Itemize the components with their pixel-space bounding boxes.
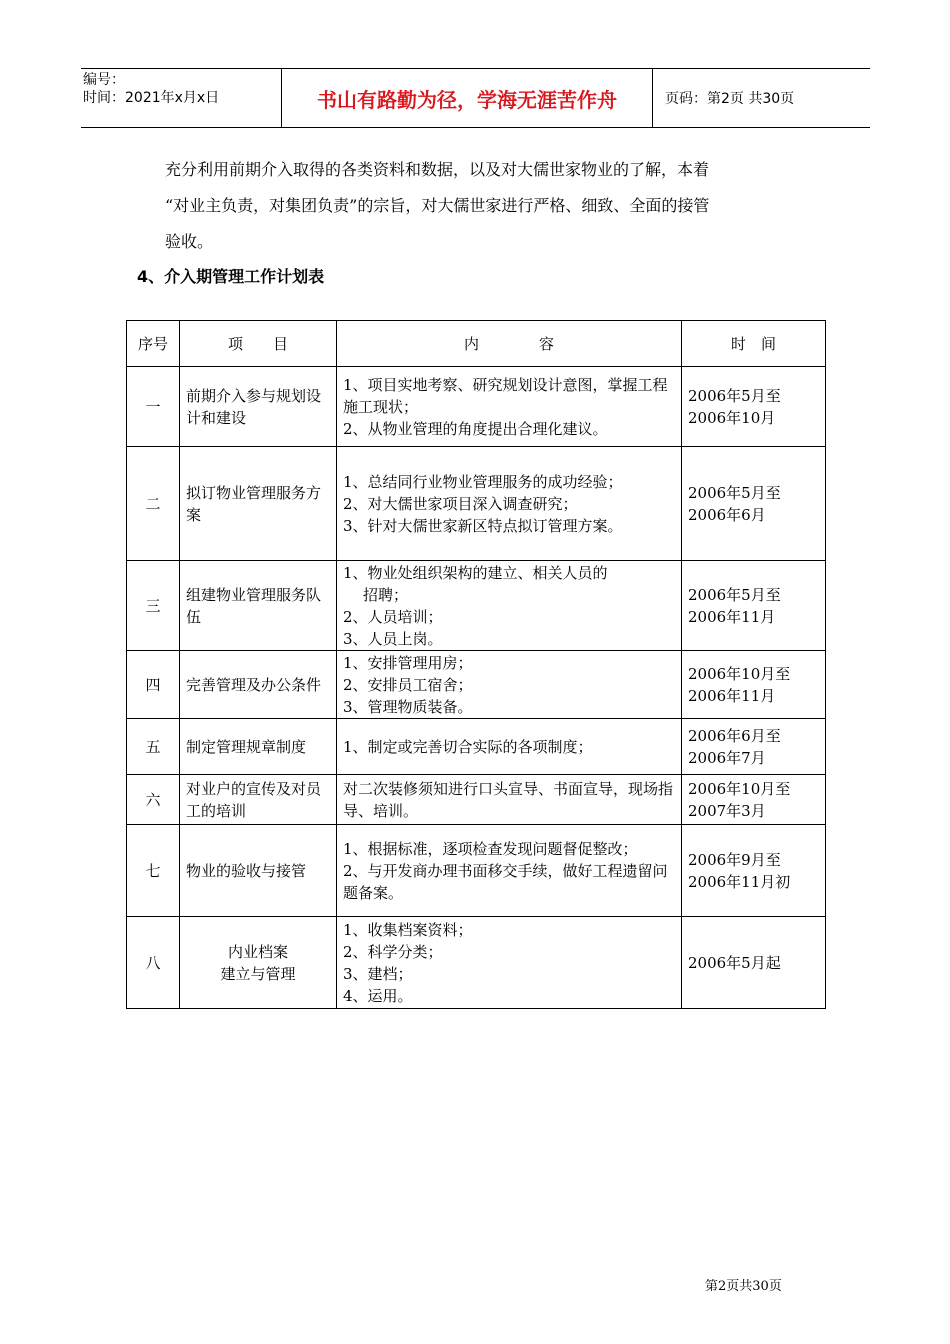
content-line: 3、建档； [343, 964, 413, 983]
header-meta [81, 69, 282, 127]
row-item: 物业的验收与接管 [180, 825, 337, 917]
header-number: 编号： [83, 72, 125, 88]
time-line: 2006年7月 [688, 748, 766, 767]
section-title: 4、介入期管理工作计划表 [137, 267, 325, 286]
header-page: 页码：第2页 共30页 [665, 91, 795, 107]
row-item [180, 917, 337, 1009]
row-no: 四 [127, 651, 180, 719]
header-time: 时间：2021年x月x日 [83, 90, 220, 106]
time-line: 2006年6月至 [688, 726, 781, 745]
page-footer: 第2页共30页 [705, 1279, 782, 1294]
row-no: 六 [127, 775, 180, 825]
content-line: 3、管理物质装备。 [343, 697, 473, 716]
row-content [337, 561, 682, 651]
row-no: 五 [127, 719, 180, 775]
page-header [81, 68, 870, 128]
header-motto: 书山有路勤为径，学海无涯苦作舟 [282, 69, 653, 127]
content-line: 1、收集档案资料； [343, 920, 473, 939]
row-item: 制定管理规章制度 [180, 719, 337, 775]
intro-paragraph [165, 152, 815, 260]
item-line: 内业档案 [227, 942, 288, 961]
row-content [337, 825, 682, 917]
content-line: 2、对大儒世家项目深入调查研究； [343, 494, 578, 513]
content-line: 1、安排管理用房； [343, 653, 473, 672]
time-line: 2006年11月初 [688, 872, 791, 891]
time-line: 2006年10月至 [688, 779, 791, 798]
time-line: 2007年3月 [688, 801, 766, 820]
row-no: 七 [127, 825, 180, 917]
content-line: 1、根据标准，逐项检查发现问题督促整改； [343, 839, 638, 858]
row-time [682, 825, 826, 917]
row-item: 前期介入参与规划设计和建设 [180, 367, 337, 447]
table-row [127, 561, 826, 651]
row-time [682, 561, 826, 651]
table-row [127, 447, 826, 561]
content-line: 招聘； [363, 585, 409, 604]
row-time [682, 651, 826, 719]
row-time [682, 719, 826, 775]
time-line: 2006年9月至 [688, 850, 781, 869]
row-content [337, 651, 682, 719]
plan-table [126, 320, 826, 1009]
content-line: 4、运用。 [343, 986, 413, 1005]
time-line: 2006年11月 [688, 607, 776, 626]
row-item: 对业户的宣传及对员工的培训 [180, 775, 337, 825]
content-line: 2、安排员工宿舍； [343, 675, 473, 694]
header-item: 项 目 [180, 321, 337, 367]
row-no: 二 [127, 447, 180, 561]
table-row [127, 719, 826, 775]
content-line: 2、科学分类； [343, 942, 443, 961]
row-content [337, 917, 682, 1009]
table-row [127, 367, 826, 447]
time-line: 2006年5月起 [688, 953, 781, 972]
paragraph-line: 验收。 [165, 232, 214, 251]
time-line: 2006年5月至 [688, 585, 781, 604]
header-content: 内 容 [337, 321, 682, 367]
table-row [127, 917, 826, 1009]
row-item: 拟订物业管理服务方案 [180, 447, 337, 561]
row-item: 组建物业管理服务队伍 [180, 561, 337, 651]
table-row [127, 825, 826, 917]
row-time [682, 917, 826, 1009]
content-line: 3、人员上岗。 [343, 629, 443, 648]
row-content [337, 719, 682, 775]
row-content [337, 447, 682, 561]
paragraph-line: “对业主负责，对集团负责”的宗旨，对大儒世家进行严格、细致、全面的接管 [165, 196, 710, 215]
header-time: 时 间 [682, 321, 826, 367]
time-line: 2006年6月 [688, 505, 766, 524]
row-item: 完善管理及办公条件 [180, 651, 337, 719]
item-line: 建立与管理 [220, 964, 296, 983]
content-line: 2、从物业管理的角度提出合理化建议。 [343, 419, 608, 438]
row-no: 三 [127, 561, 180, 651]
content-line: 2、与开发商办理书面移交手续，做好工程遗留问题备案。 [343, 861, 668, 902]
header-no: 序号 [127, 321, 180, 367]
row-time [682, 775, 826, 825]
time-line: 2006年5月至 [688, 483, 781, 502]
table-row [127, 651, 826, 719]
content-line: 1、制定或完善切合实际的各项制度； [343, 737, 593, 756]
row-no: 八 [127, 917, 180, 1009]
content-line: 1、总结同行业物业管理服务的成功经验； [343, 472, 623, 491]
time-line: 2006年5月至 [688, 386, 781, 405]
row-time [682, 367, 826, 447]
time-line: 2006年11月 [688, 686, 776, 705]
content-line: 2、人员培训； [343, 607, 443, 626]
paragraph-line: 充分利用前期介入取得的各类资料和数据，以及对大儒世家物业的了解，本着 [165, 160, 710, 179]
time-line: 2006年10月 [688, 408, 776, 427]
row-content [337, 775, 682, 825]
time-line: 2006年10月至 [688, 664, 791, 683]
content-line: 1、物业处组织架构的建立、相关人员的 [343, 563, 608, 582]
content-line: 对二次装修须知进行口头宣导、书面宣导，现场指导、培训。 [343, 779, 674, 820]
content-line: 1、项目实地考察、研究规划设计意图，掌握工程施工现状； [343, 375, 668, 416]
table-header-row [127, 321, 826, 367]
row-time [682, 447, 826, 561]
row-content [337, 367, 682, 447]
row-no: 一 [127, 367, 180, 447]
content-line: 3、针对大儒世家新区特点拟订管理方案。 [343, 516, 623, 535]
table-row [127, 775, 826, 825]
